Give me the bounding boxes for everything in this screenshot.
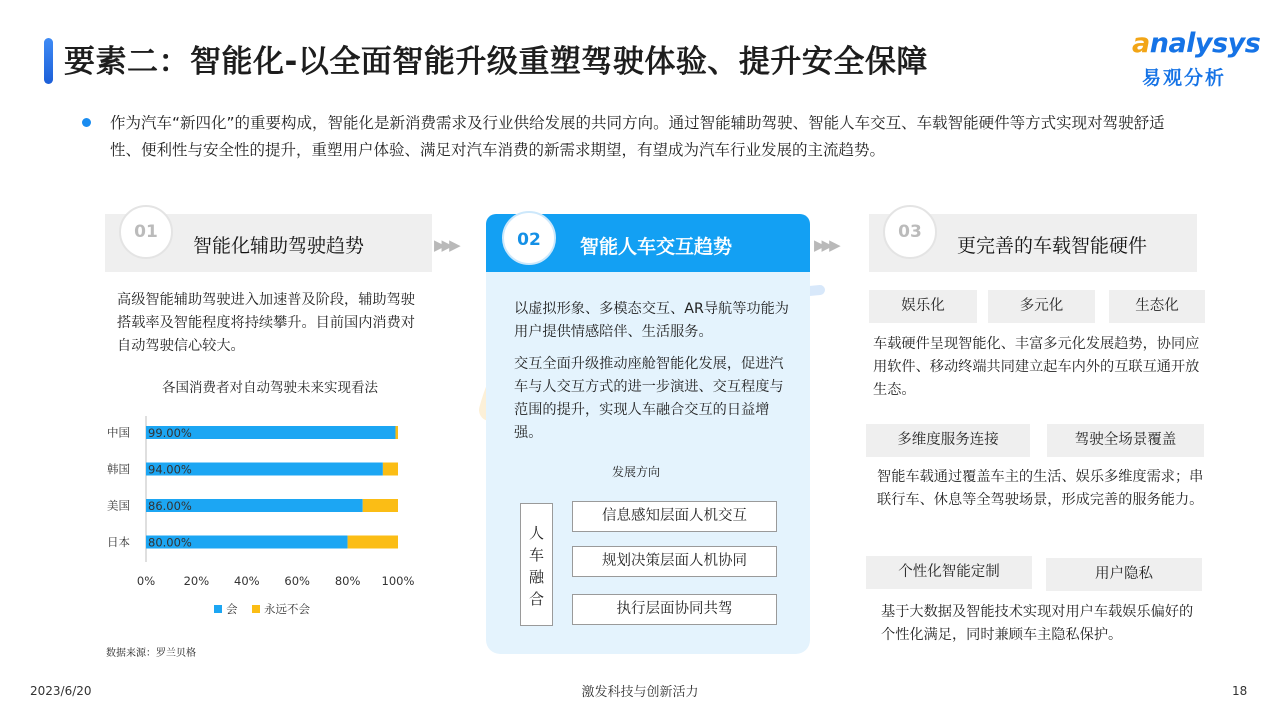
bar-segment xyxy=(363,499,398,512)
column-title: 智能化辅助驾驶趋势 xyxy=(193,235,365,257)
footer-date: 2023/6/20 xyxy=(30,684,92,698)
x-tick-label: 40% xyxy=(234,574,260,588)
data-label: 80.00% xyxy=(148,535,192,550)
data-label: 99.00% xyxy=(148,426,192,440)
direction-item: 规划决策层面人机协同 xyxy=(572,546,777,577)
logo-chinese: 易观分析 xyxy=(1142,67,1227,89)
legend-swatch xyxy=(252,605,260,613)
bar-segment xyxy=(383,463,398,476)
data-label: 86.00% xyxy=(148,499,192,513)
col3-description-3: 基于大数据及智能技术实现对用户车载娱乐偏好的个性化满足，同时兼顾车主隐私保护。 xyxy=(881,604,1194,643)
category-label: 日本 xyxy=(107,535,130,549)
col2-paragraph-2: 交互全面升级推动座舱智能化发展，促进汽车与人交互方式的进一步演进、交互程度与范围的提升，实现人车融合交互的日益增强。 xyxy=(514,356,784,441)
column-title: 更完善的车载智能硬件 xyxy=(957,235,1148,257)
col1-description: 高级智能辅助驾驶进入加速普及阶段，辅助驾驶搭载率及智能程度将持续攀升。目前国内消费对自动驾驶信心较大。 xyxy=(117,292,415,354)
feature-tag: 娱乐化 xyxy=(869,290,977,323)
category-label: 韩国 xyxy=(107,462,130,476)
column-header-1 xyxy=(105,214,432,272)
stacked-bar-chart xyxy=(98,412,438,626)
category-label: 中国 xyxy=(107,425,130,440)
intro-paragraph: 作为汽车“新四化”的重要构成，智能化是新消费需求及行业供给发展的共同方向。通过智能辅助驾驶、智能人车交互、车载智能硬件等方式实现对驾驶舒适性、便利性与安全性的提升，重塑用户体验、满足对汽车消费的新需求期望，有望成为汽车行业发展的主流趋势。 xyxy=(110,114,1165,159)
category-label: 美国 xyxy=(107,498,130,513)
x-tick-label: 0% xyxy=(136,574,156,588)
feature-tag: 多维度服务连接 xyxy=(866,424,1030,457)
direction-item: 信息感知层面人机交互 xyxy=(572,501,777,532)
chevron-right-icon: ▶▶▶ xyxy=(434,236,457,254)
column-header-2 xyxy=(486,214,810,272)
step-number-badge: 03 xyxy=(883,205,937,259)
footer-slogan: 激发科技与创新活力 xyxy=(581,685,699,700)
title-accent-bar xyxy=(44,38,53,84)
feature-tag: 驾驶全场景覆盖 xyxy=(1047,424,1204,457)
direction-label: 发展方向 xyxy=(612,465,661,479)
chart-title: 各国消费者对自动驾驶未来实现看法 xyxy=(162,380,378,396)
bar-segment xyxy=(395,426,398,439)
chevron-right-icon: ▶▶▶ xyxy=(814,236,837,254)
col2-description xyxy=(514,298,796,454)
feature-tag: 多元化 xyxy=(988,290,1095,323)
col3-description-2: 智能车载通过覆盖车主的生活、娱乐多维度需求；串联行车、休息等全驾驶场景，形成完善的服务能力。 xyxy=(877,469,1204,508)
column-header-3 xyxy=(869,214,1197,272)
bullet-dot-icon xyxy=(82,118,91,127)
feature-tag: 生态化 xyxy=(1109,290,1205,323)
step-number-badge: 01 xyxy=(119,205,173,259)
page-title: 要素二：智能化-以全面智能升级重塑驾驶体验、提升安全保障 xyxy=(64,44,928,80)
legend-swatch xyxy=(214,605,222,613)
legend-label: 会 xyxy=(226,602,238,616)
x-tick-label: 20% xyxy=(183,574,210,588)
logo-english: analysys xyxy=(1132,28,1261,59)
column-title: 智能人车交互趋势 xyxy=(580,236,733,258)
bar-segment xyxy=(348,536,398,549)
analysys-logo xyxy=(1132,28,1262,94)
x-tick-label: 80% xyxy=(334,574,361,588)
legend-label: 永远不会 xyxy=(264,602,310,616)
data-source: 数据来源：罗兰贝格 xyxy=(106,648,196,659)
feature-tag: 个性化智能定制 xyxy=(866,556,1032,589)
feature-tag: 用户隐私 xyxy=(1046,558,1202,591)
x-tick-label: 100% xyxy=(381,574,415,588)
x-tick-label: 60% xyxy=(284,574,310,588)
step-number-badge: 02 xyxy=(502,211,556,265)
col3-description-1: 车载硬件呈现智能化、丰富多元化发展趋势，协同应用软件、移动终端共同建立起车内外的互联互通开放生态。 xyxy=(873,336,1200,398)
col2-paragraph-1: 以虚拟形象、多模态交互、AR导航等功能为用户提供情感陪伴、生活服务。 xyxy=(514,301,789,340)
fusion-box: 人 车 融 合 xyxy=(520,503,553,626)
direction-item: 执行层面协同共驾 xyxy=(572,594,777,625)
data-label: 94.00% xyxy=(148,462,192,477)
page-number: 18 xyxy=(1232,684,1248,698)
